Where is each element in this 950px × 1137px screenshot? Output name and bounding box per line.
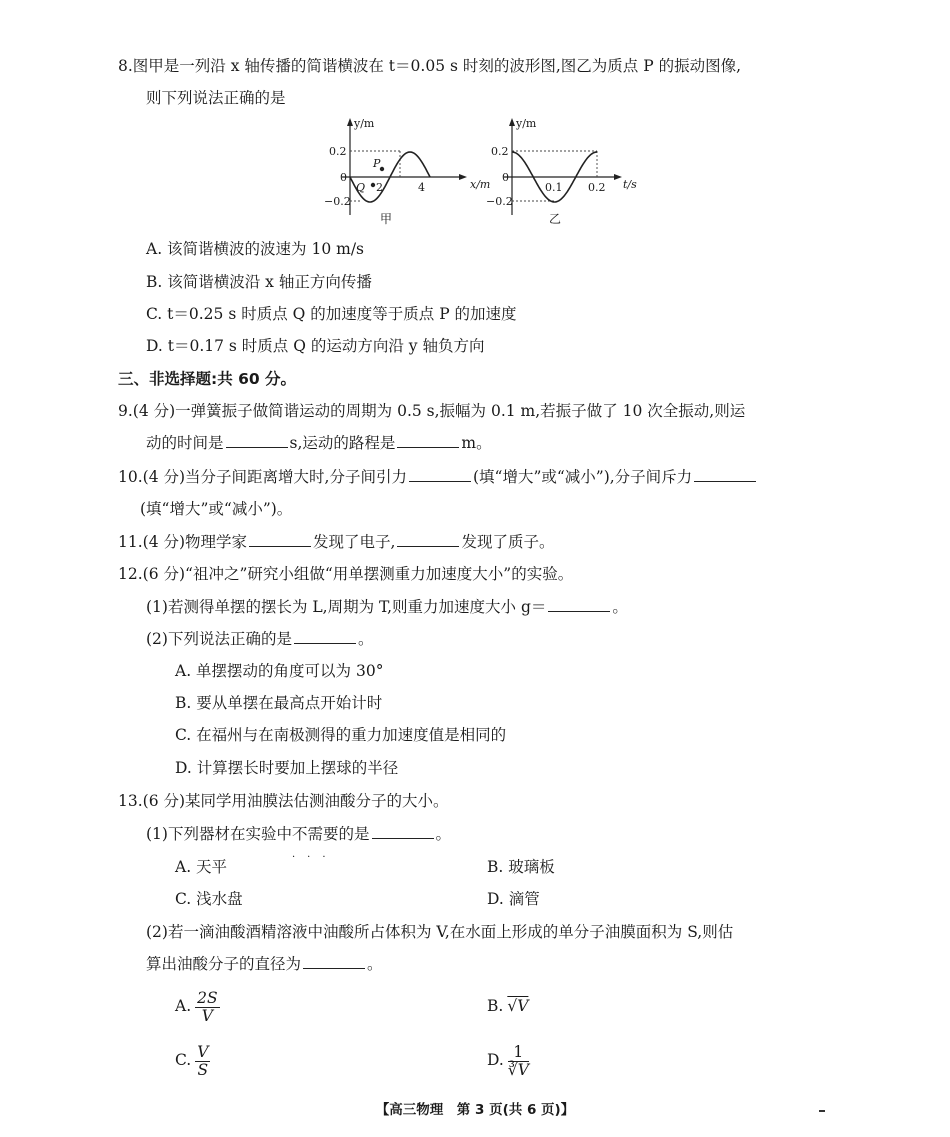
q13-option-a: A. 天平 xyxy=(175,858,228,876)
fig-jia-xtick-4: 4 xyxy=(418,181,425,194)
q13-answer-c xyxy=(175,1040,210,1080)
q13-option-c: C. 浅水盘 xyxy=(175,890,243,908)
fig-yi-ytick-bottom: −0.2 xyxy=(486,195,513,208)
fig-jia-y-arrow xyxy=(347,118,353,126)
q8-option-c: C. t＝0.25 s 时质点 Q 的加速度等于质点 P 的加速度 xyxy=(146,305,517,323)
fig-jia-label-p: P xyxy=(373,157,381,170)
q11-text-1: 11.(4 分)物理学家 xyxy=(118,533,248,551)
q13-answer-a xyxy=(175,986,220,1026)
fig-jia-point-p xyxy=(380,167,384,171)
q12-option-b: B. 要从单摆在最高点开始计时 xyxy=(175,694,383,712)
answer-b-prefix: B. xyxy=(487,997,504,1015)
answer-c-numerator: V xyxy=(197,1042,209,1061)
answer-c-fraction xyxy=(195,1044,210,1079)
answer-d-prefix: D. xyxy=(487,1051,504,1069)
answer-d-fraction xyxy=(508,1044,529,1079)
q13-part2-line1: (2)若一滴油酸酒精溶液中油酸所占体积为 V,在水面上形成的单分子油膜面积为 S,则估 xyxy=(146,923,734,941)
fig-yi-xtick-1: 0.1 xyxy=(545,181,563,194)
fig-yi-x-arrow xyxy=(614,174,622,180)
q8-stem-line1: 8.图甲是一列沿 x 轴传播的简谐横波在 t＝0.05 s 时刻的波形图,图乙为质点 P 的振动图像, xyxy=(118,57,741,75)
fig-jia-xlabel: x/m xyxy=(470,178,491,191)
q9-line2 xyxy=(146,432,492,454)
fig-yi-ylabel: y/m xyxy=(516,117,537,130)
q12-option-d: D. 计算摆长时要加上摆球的半径 xyxy=(175,759,399,777)
fig-jia-ytick-bottom: −0.2 xyxy=(324,195,351,208)
q13-part2-end: 。 xyxy=(367,955,383,973)
answer-a-denominator: V xyxy=(201,1006,213,1025)
q13-part2-line2 xyxy=(146,953,383,975)
q12-part2 xyxy=(146,628,373,650)
q11-text-2: 发现了电子, xyxy=(313,533,396,551)
fig-jia-ytick-top: 0.2 xyxy=(329,145,347,158)
q10-text-1: 10.(4 分)当分子间距离增大时,分子间引力 xyxy=(118,468,407,486)
fig-yi-ytick-zero: 0 xyxy=(502,171,509,184)
answer-b-expression: √V xyxy=(507,997,529,1015)
fig-yi-ytick-top: 0.2 xyxy=(491,145,509,158)
q12-title: 12.(6 分)“祖冲之”研究小组做“用单摆测重力加速度大小”的实验。 xyxy=(118,565,574,583)
q12-part2-text: (2)下列说法正确的是 xyxy=(146,630,292,648)
q8-stem-line2: 则下列说法正确的是 xyxy=(146,89,286,107)
q13-part1 xyxy=(146,823,452,863)
q13-answer-b xyxy=(487,986,528,1026)
fig-yi-xtick-2: 0.2 xyxy=(588,181,606,194)
q11-blank-electron[interactable] xyxy=(249,532,311,547)
q10-text-2: (填“增大”或“减小”),分子间斥力 xyxy=(472,468,693,486)
figure-jia xyxy=(324,115,491,230)
q11-blank-proton[interactable] xyxy=(397,532,459,547)
fig-jia-label-q: Q xyxy=(356,181,366,194)
q13-part1-end: 。 xyxy=(435,825,452,843)
q9-text-3: m。 xyxy=(461,434,492,452)
fig-jia-caption: 甲 xyxy=(380,212,393,226)
answer-a-numerator: 2S xyxy=(197,988,218,1007)
q12-blank-g[interactable] xyxy=(548,597,610,612)
q13-part1-emphasis: 不需要 ··· xyxy=(292,825,339,843)
q12-blank-choice[interactable] xyxy=(294,629,356,644)
q11-text-3: 发现了质子。 xyxy=(461,533,555,551)
q8-option-d: D. t＝0.17 s 时质点 Q 的运动方向沿 y 轴负方向 xyxy=(146,337,485,355)
q12-part1-text: (1)若测得单摆的摆长为 L,周期为 T,则重力加速度大小 g＝ xyxy=(146,598,547,616)
q13-blank-diameter[interactable] xyxy=(303,954,365,969)
q13-option-d: D. 滴管 xyxy=(487,890,540,908)
q13-part1-text-b: 的是 xyxy=(338,825,370,843)
q12-option-a: A. 单摆摆动的角度可以为 30° xyxy=(175,662,384,680)
figure-yi xyxy=(485,115,645,230)
fig-yi-xlabel: t/s xyxy=(623,178,637,191)
fig-jia-xtick-2: 2 xyxy=(376,181,383,194)
q9-line1: 9.(4 分)一弹簧振子做简谐运动的周期为 0.5 s,振幅为 0.1 m,若振子做了 10 次全振动,则运 xyxy=(118,402,746,420)
q12-part1 xyxy=(146,596,628,618)
section-3-heading: 三、非选择题:共 60 分。 xyxy=(118,370,297,388)
q8-option-a: A. 该简谐横波的波速为 10 m/s xyxy=(146,240,364,258)
q9-text-1: 动的时间是 xyxy=(146,434,224,452)
answer-a-prefix: A. xyxy=(175,997,192,1015)
page-footer: 【高三物理 第 3 页(共 6 页)】 xyxy=(375,1102,575,1118)
q13-part2-text: 算出油酸分子的直径为 xyxy=(146,955,302,973)
q10-line2: (填“增大”或“减小”)。 xyxy=(140,500,293,518)
q11-line xyxy=(118,531,555,553)
fig-jia-point-q xyxy=(371,183,375,187)
fig-jia-ytick-zero: 0 xyxy=(340,171,347,184)
q13-answer-d xyxy=(487,1040,529,1080)
q10-blank-repulsion[interactable] xyxy=(694,467,756,482)
q13-title: 13.(6 分)某同学用油膜法估测油酸分子的大小。 xyxy=(118,792,449,810)
q8-option-b: B. 该简谐横波沿 x 轴正方向传播 xyxy=(146,273,372,291)
fig-jia-ylabel: y/m xyxy=(354,117,375,130)
corner-mark xyxy=(819,1110,825,1112)
answer-a-fraction xyxy=(195,990,219,1025)
fig-yi-y-arrow xyxy=(509,118,515,126)
q9-text-2: s,运动的路程是 xyxy=(289,434,396,452)
q13-part1-text-a: (1)下列器材在实验中 xyxy=(146,825,292,843)
answer-d-numerator: 1 xyxy=(508,1044,529,1062)
q9-blank-distance[interactable] xyxy=(397,433,459,448)
q13-emphasis-dots: ··· xyxy=(291,852,338,863)
q9-blank-time[interactable] xyxy=(226,433,288,448)
q12-part1-end: 。 xyxy=(612,598,628,616)
fig-jia-x-arrow xyxy=(459,174,467,180)
q12-part2-end: 。 xyxy=(357,630,374,648)
q10-line1 xyxy=(118,466,758,488)
answer-d-denominator: ∛V xyxy=(507,1060,529,1079)
answer-c-denominator: S xyxy=(197,1060,209,1079)
answer-c-prefix: C. xyxy=(175,1051,192,1069)
q10-blank-attraction[interactable] xyxy=(409,467,471,482)
q12-option-c: C. 在福州与在南极测得的重力加速度值是相同的 xyxy=(175,726,507,744)
q13-option-b: B. 玻璃板 xyxy=(487,858,555,876)
q13-blank-equipment[interactable] xyxy=(372,824,434,839)
fig-yi-caption: 乙 xyxy=(549,212,562,226)
